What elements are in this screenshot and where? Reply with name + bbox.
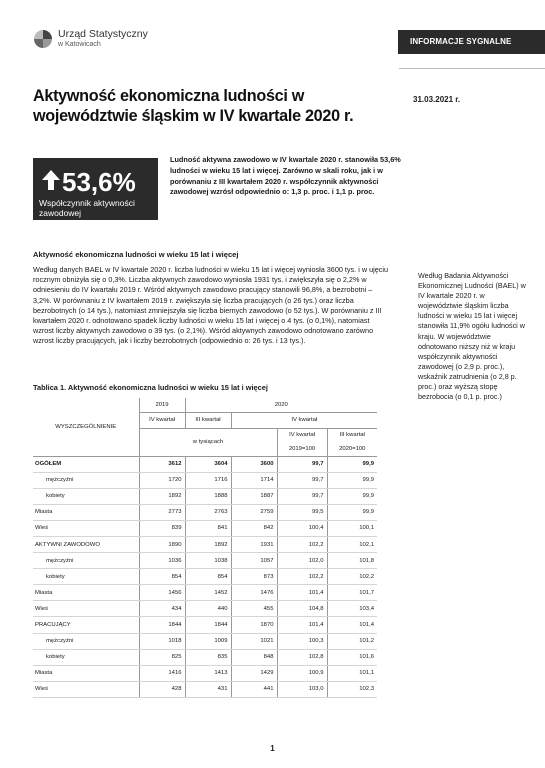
page-number: 1 bbox=[270, 744, 275, 753]
row-label: mężczyźni bbox=[33, 472, 139, 488]
table-cell: 1036 bbox=[139, 553, 185, 569]
table-cell: 3604 bbox=[185, 456, 231, 472]
table-row bbox=[33, 601, 377, 617]
table-cell: 835 bbox=[185, 649, 231, 665]
row-label: mężczyźni bbox=[33, 633, 139, 649]
table-row bbox=[33, 504, 377, 520]
statistics-office-logo-icon bbox=[33, 29, 53, 49]
table-cell: 1714 bbox=[231, 472, 277, 488]
table-cell: 854 bbox=[139, 569, 185, 585]
table-row bbox=[33, 520, 377, 536]
table-row bbox=[33, 617, 377, 633]
table-cell: 1844 bbox=[139, 617, 185, 633]
body-paragraph: Według danych BAEL w IV kwartale 2020 r. liczba ludności w wieku 15 lat i więcej wyniosła 3600 tys. i w ujęciu rocznym obniżyła się o 0,3%. Liczba aktywnych zawodowo wyniosła 1931 tys. i zwiększyła się o 2,2% w odniesieniu do IV kwartału 2019 r. Wśród aktywnych zawodowo pracujący stanowili 96,8%, a bezrobotni – 3,2%. W porównaniu z IV kwartałem 2019 r. zwiększyła się liczba pracujących (o 26 tys.) oraz liczba bezrobotnych (o 14 tys.), natomiast zmniejszyła się liczba biernych zawodowo (o 52 tys.). W porównaniu z III kwartałem 2020 r. odnotowano spadek liczby ludności w wieku 15 lat i więcej o 4 tys. (o 0,1%), natomiast wzrost liczby aktywnych zawodowo o 39 tys. (o 2,1%). Wśród aktywnych zawodowo odnotowano zarówno wzrost liczby pracujących, jak i liczby bezrobotnych (odpowiednio o: 26 tys. i 13 tys.). bbox=[33, 265, 389, 346]
table-cell: 1931 bbox=[231, 536, 277, 552]
table-cell: 101,4 bbox=[277, 585, 327, 601]
table-cell: 102,2 bbox=[277, 569, 327, 585]
table-cell: 1018 bbox=[139, 633, 185, 649]
kpi-box bbox=[33, 158, 158, 220]
table-cell: 1057 bbox=[231, 553, 277, 569]
kpi-value: 53,6% bbox=[62, 167, 136, 197]
table-cell: 100,3 bbox=[277, 633, 327, 649]
table-cell: 101,4 bbox=[327, 617, 377, 633]
table-cell: 1892 bbox=[185, 536, 231, 552]
table-title: Tablica 1. Aktywność ekonomiczna ludności w wieku 15 lat i więcej bbox=[33, 383, 268, 392]
table-cell: 1416 bbox=[139, 665, 185, 681]
table-cell: 2773 bbox=[139, 504, 185, 520]
table-cell: 1870 bbox=[231, 617, 277, 633]
table-cell: 440 bbox=[185, 601, 231, 617]
table-cell: 825 bbox=[139, 649, 185, 665]
table-cell: 101,8 bbox=[327, 553, 377, 569]
table-cell: 102,3 bbox=[327, 681, 377, 697]
col-q4-2019: IV kwartał bbox=[139, 412, 185, 428]
kpi-value-row bbox=[41, 168, 136, 196]
table-cell: 101,6 bbox=[327, 649, 377, 665]
col-index-1-base: 2019=100 bbox=[277, 442, 327, 456]
row-label: mężczyźni bbox=[33, 553, 139, 569]
table-cell: 1009 bbox=[185, 633, 231, 649]
table-cell: 103,0 bbox=[277, 681, 327, 697]
col-index-1-top: IV kwartał bbox=[277, 428, 327, 442]
col-q4-2020: IV kwartał bbox=[231, 412, 377, 428]
table-cell: 1890 bbox=[139, 536, 185, 552]
row-label: kobiety bbox=[33, 569, 139, 585]
table-cell: 1887 bbox=[231, 488, 277, 504]
table-cell: 102,8 bbox=[277, 649, 327, 665]
col-q3-2020: III kwartał bbox=[185, 412, 231, 428]
table-cell: 101,4 bbox=[277, 617, 327, 633]
table-stub-header: WYSZCZEGÓLNIENIE bbox=[33, 398, 139, 456]
table-cell: 854 bbox=[185, 569, 231, 585]
table-cell: 428 bbox=[139, 681, 185, 697]
table-cell: 1038 bbox=[185, 553, 231, 569]
table-cell: 99,7 bbox=[277, 488, 327, 504]
table-cell: 1476 bbox=[231, 585, 277, 601]
table-cell: 99,9 bbox=[327, 456, 377, 472]
table-cell: 1429 bbox=[231, 665, 277, 681]
table-cell: 841 bbox=[185, 520, 231, 536]
row-label: Miasta bbox=[33, 504, 139, 520]
table-cell: 1021 bbox=[231, 633, 277, 649]
table-cell: 99,9 bbox=[327, 472, 377, 488]
table-cell: 104,8 bbox=[277, 601, 327, 617]
table-row bbox=[33, 681, 377, 697]
publication-date: 31.03.2021 r. bbox=[413, 95, 461, 104]
table-cell: 455 bbox=[231, 601, 277, 617]
col-unit: w tysiącach bbox=[139, 428, 277, 456]
org-logo bbox=[33, 28, 148, 49]
row-label: Wieś bbox=[33, 681, 139, 697]
table-cell: 99,7 bbox=[277, 472, 327, 488]
table-cell: 1720 bbox=[139, 472, 185, 488]
table-cell: 431 bbox=[185, 681, 231, 697]
table-cell: 102,2 bbox=[327, 569, 377, 585]
table-cell: 1888 bbox=[185, 488, 231, 504]
table-cell: 102,2 bbox=[277, 536, 327, 552]
table-cell: 2763 bbox=[185, 504, 231, 520]
table-cell: 1413 bbox=[185, 665, 231, 681]
col-index-2-top: III kwartał bbox=[339, 432, 365, 439]
sidebar-note: Według Badania Aktywności Ekonomicznej Ludności (BAEL) w IV kwartale 2020 r. w województwie śląskim liczba ludności w wieku 15 lat i więcej stanowiła 11,9% ogółu ludności w kraju. W województwie odnotowano niższy niż w kraju współczynnik aktywności zawodowej (o 2,9 p. proc.), wskaźnik zatrudnienia (o 2,8 p. proc.) oraz wyższą stopę bezrobocia (o 0,1 p. proc.) bbox=[418, 271, 526, 402]
lead-paragraph: Ludność aktywna zawodowo w IV kwartale 2020 r. stanowiła 53,6% ludności w wieku 15 lat i więcej. Zarówno w skali roku, jak i w porównaniu z III kwartałem 2020 r. współczynnik aktywności zawodowej wzrósł odpowiednio o: 1,3 p. proc. i 1,1 p. proc. bbox=[170, 155, 401, 197]
table-cell: 848 bbox=[231, 649, 277, 665]
col-index-2-base: 2020=100 bbox=[327, 442, 377, 456]
publication-type-badge: INFORMACJE SYGNALNE bbox=[398, 30, 545, 54]
table-cell: 3612 bbox=[139, 456, 185, 472]
table-cell: 101,1 bbox=[327, 665, 377, 681]
table-cell: 1456 bbox=[139, 585, 185, 601]
org-city: w Katowicach bbox=[58, 41, 101, 48]
table-row bbox=[33, 456, 377, 472]
table-cell: 873 bbox=[231, 569, 277, 585]
table-cell: 101,2 bbox=[327, 633, 377, 649]
table-cell: 100,9 bbox=[277, 665, 327, 681]
table-cell: 441 bbox=[231, 681, 277, 697]
row-label: Wieś bbox=[33, 601, 139, 617]
header-divider bbox=[399, 68, 545, 69]
table-cell: 100,4 bbox=[277, 520, 327, 536]
table-cell: 1452 bbox=[185, 585, 231, 601]
table-cell: 839 bbox=[139, 520, 185, 536]
data-table bbox=[33, 398, 377, 698]
table-row bbox=[33, 536, 377, 552]
table-cell: 102,1 bbox=[327, 536, 377, 552]
table-row bbox=[33, 472, 377, 488]
table-cell: 99,9 bbox=[327, 504, 377, 520]
table-row bbox=[33, 488, 377, 504]
row-label: Miasta bbox=[33, 665, 139, 681]
row-label: AKTYWNI ZAWODOWO bbox=[33, 536, 139, 552]
col-year-2019: 2019 bbox=[139, 398, 185, 412]
page-title: Aktywność ekonomiczna ludności w województwie śląskim w IV kwartale 2020 r. bbox=[33, 87, 354, 125]
table-cell: 99,5 bbox=[277, 504, 327, 520]
table-cell: 101,7 bbox=[327, 585, 377, 601]
table-cell: 434 bbox=[139, 601, 185, 617]
row-label: PRACUJĄCY bbox=[33, 617, 139, 633]
col-year-2020: 2020 bbox=[185, 398, 377, 412]
table-cell: 3600 bbox=[231, 456, 277, 472]
row-label: kobiety bbox=[33, 649, 139, 665]
row-label: kobiety bbox=[33, 488, 139, 504]
table-row bbox=[33, 569, 377, 585]
kpi-label: Współczynnik aktywności zawodowej bbox=[39, 198, 135, 218]
table-cell: 99,7 bbox=[277, 456, 327, 472]
section-heading: Aktywność ekonomiczna ludności w wieku 15 lat i więcej bbox=[33, 250, 239, 259]
table-row bbox=[33, 633, 377, 649]
row-label: Wieś bbox=[33, 520, 139, 536]
org-name: Urząd Statystyczny bbox=[58, 28, 148, 40]
table-cell: 100,1 bbox=[327, 520, 377, 536]
table-cell: 1892 bbox=[139, 488, 185, 504]
table-row bbox=[33, 665, 377, 681]
table-cell: 1716 bbox=[185, 472, 231, 488]
row-label: Miasta bbox=[33, 585, 139, 601]
table-cell: 103,4 bbox=[327, 601, 377, 617]
table-cell: 842 bbox=[231, 520, 277, 536]
table-cell: 99,9 bbox=[327, 488, 377, 504]
table-cell: 1844 bbox=[185, 617, 231, 633]
table-row bbox=[33, 649, 377, 665]
table-cell: 102,0 bbox=[277, 553, 327, 569]
up-arrow-icon bbox=[41, 169, 61, 191]
table-row bbox=[33, 553, 377, 569]
table-cell: 2759 bbox=[231, 504, 277, 520]
table-row bbox=[33, 585, 377, 601]
row-label: OGÓŁEM bbox=[33, 456, 139, 472]
